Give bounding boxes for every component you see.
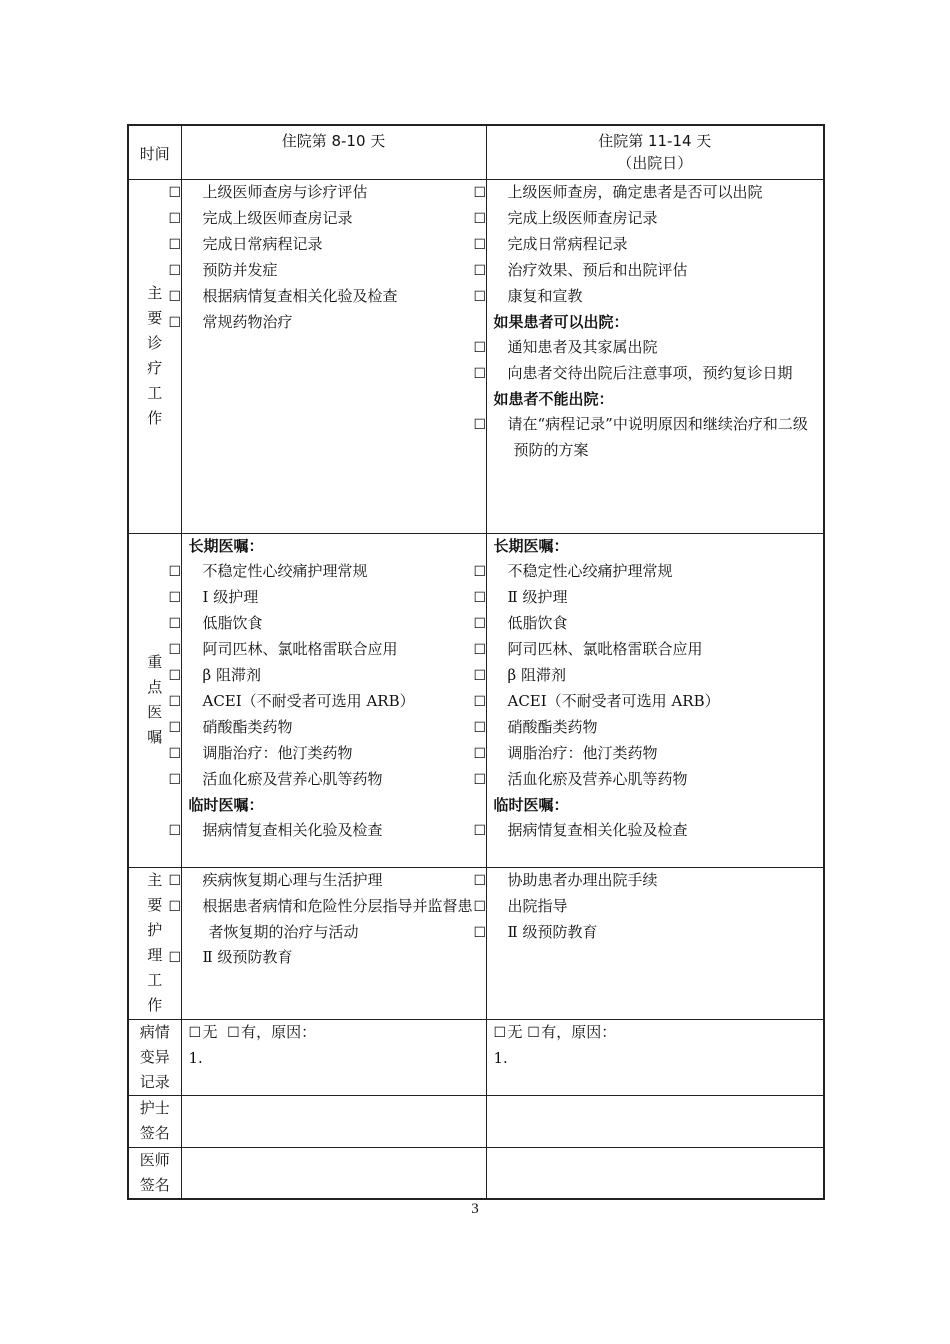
checkbox[interactable]: ☐ [168, 771, 182, 788]
checkbox[interactable]: ☐ [473, 667, 487, 684]
nurse-signature-row [128, 1095, 824, 1147]
variance-item-1[interactable]: 1. [188, 1048, 203, 1067]
variance-col2 [486, 1019, 824, 1095]
checkbox[interactable]: ☐ [168, 184, 182, 201]
checkbox[interactable]: ☐ [473, 339, 487, 356]
list-item: ☐ Ⅱ 级护理 [494, 585, 818, 611]
diagnosis-col2 [473, 179, 824, 533]
orders-col2 [473, 533, 824, 867]
list-item: ☐ 硝酸酯类药物 [494, 715, 818, 741]
list-item: ☐ β 阻滞剂 [189, 663, 480, 689]
if-not-discharge-heading: 如患者不能出院： [493, 389, 614, 408]
checkbox[interactable]: ☐ [473, 288, 487, 305]
nurse-signature-col1[interactable] [181, 1095, 486, 1147]
list-item: ☐ 调脂治疗：他汀类药物 [494, 741, 818, 767]
checkbox-none[interactable]: ☐ [493, 1024, 507, 1041]
diagnosis-col1 [168, 179, 486, 533]
checkbox[interactable]: ☐ [473, 641, 487, 658]
checkbox[interactable]: ☐ [168, 693, 182, 710]
checkbox[interactable]: ☐ [168, 667, 182, 684]
checkbox[interactable]: ☐ [168, 314, 182, 331]
orders-col1 [168, 533, 486, 867]
checkbox[interactable]: ☐ [473, 693, 487, 710]
nursing-col2 [473, 867, 824, 1019]
clinical-pathway-table [127, 124, 825, 1200]
variance-col1 [181, 1019, 486, 1095]
diagnosis-row [128, 179, 824, 533]
nurse-signature-col2[interactable] [486, 1095, 824, 1147]
list-item: ☐ 常规药物治疗 [189, 310, 480, 336]
list-item: ☐ β 阻滞剂 [494, 663, 818, 689]
long-term-orders-heading: 长期医嘱： [188, 536, 264, 555]
checkbox[interactable]: ☐ [473, 563, 487, 580]
list-item: ☐ 根据患者病情和危险性分层指导并监督患者恢复期的治疗与活动 [168, 896, 473, 941]
if-discharge-heading: 如果患者可以出院： [493, 312, 629, 331]
list-item: ☐ 据病情复查相关化验及检查 [189, 818, 480, 844]
list-item: ☐ 活血化瘀及营养心肌等药物 [494, 767, 818, 793]
diagnosis-label: 主 要 诊 疗 工 作 [128, 179, 181, 533]
list-item: ☐ 预防并发症 [189, 258, 480, 284]
list-item: ☐ 不稳定性心绞痛护理常规 [189, 559, 480, 585]
list-item: ☐ 阿司匹林、氯吡格雷联合应用 [189, 637, 480, 663]
list-item: ☐ 完成上级医师查房记录 [494, 206, 818, 232]
checkbox[interactable]: ☐ [473, 872, 487, 889]
checkbox[interactable]: ☐ [473, 924, 487, 941]
list-item: ☐ 协助患者办理出院手续 [494, 868, 818, 894]
checkbox[interactable]: ☐ [168, 236, 182, 253]
checkbox[interactable]: ☐ [473, 822, 487, 839]
orders-label: 重 点 医 嘱 [128, 533, 181, 867]
list-item: ☐ 出院指导 [494, 894, 818, 920]
checkbox[interactable]: ☐ [473, 365, 487, 382]
checkbox[interactable]: ☐ [168, 210, 182, 227]
variance-row [128, 1019, 824, 1095]
checkbox[interactable]: ☐ [473, 416, 487, 433]
checkbox[interactable]: ☐ [473, 236, 487, 253]
orders-row [128, 533, 824, 867]
checkbox[interactable]: ☐ [473, 719, 487, 736]
page-number: 3 [471, 1201, 479, 1217]
day-8-10-header: 住院第 8-10 天 [181, 125, 486, 179]
list-item: ☐ Ⅱ 级预防教育 [494, 920, 818, 946]
nursing-row [128, 867, 824, 1019]
checkbox[interactable]: ☐ [168, 615, 182, 632]
checkbox[interactable]: ☐ [168, 872, 182, 889]
temporary-orders-heading: 临时医嘱： [188, 795, 264, 814]
checkbox[interactable]: ☐ [168, 822, 182, 839]
list-item: ☐ 据病情复查相关化验及检查 [494, 818, 818, 844]
list-item: ☐ 低脂饮食 [494, 611, 818, 637]
checkbox-yes[interactable]: ☐ [227, 1024, 240, 1041]
list-item: ☐ Ⅱ 级预防教育 [189, 945, 480, 971]
list-item: ☐ 调脂治疗：他汀类药物 [189, 741, 480, 767]
list-item: ☐ 向患者交待出院后注意事项，预约复诊日期 [494, 361, 818, 387]
checkbox-none[interactable]: ☐ [188, 1024, 202, 1041]
nursing-label: 主 要 护 理 工 作 [128, 867, 181, 1019]
variance-item-1[interactable]: 1. [493, 1048, 508, 1067]
list-item: ☐ 完成日常病程记录 [189, 232, 480, 258]
list-item: ☐ 低脂饮食 [189, 611, 480, 637]
list-item: ☐ 上级医师查房与诊疗评估 [189, 180, 480, 206]
nurse-signature-label: 护士 签名 [128, 1095, 181, 1147]
day-11-14-title: 住院第 11-14 天 [598, 132, 712, 150]
list-item: ☐ 疾病恢复期心理与生活护理 [189, 868, 480, 894]
long-term-orders-heading: 长期医嘱： [493, 536, 569, 555]
checkbox[interactable]: ☐ [473, 898, 487, 915]
list-item: ☐ ACEI（不耐受者可选用 ARB） [189, 689, 480, 715]
list-item: ☐ 上级医师查房，确定患者是否可以出院 [494, 180, 818, 206]
nursing-col1 [168, 867, 486, 1019]
header-row [128, 125, 824, 179]
day-11-14-header [486, 125, 824, 179]
checkbox[interactable]: ☐ [473, 771, 487, 788]
checkbox[interactable]: ☐ [473, 745, 487, 762]
variance-options: ☐无 ☐有，原因： [189, 1020, 480, 1046]
list-item: ☐ 活血化瘀及营养心肌等药物 [189, 767, 480, 793]
doctor-signature-label: 医师 签名 [128, 1147, 181, 1199]
checkbox[interactable]: ☐ [168, 288, 182, 305]
list-item: ☐ 请在“病程记录”中说明原因和继续治疗和二级预防的方案 [473, 414, 808, 459]
doctor-signature-col1[interactable] [181, 1147, 486, 1199]
checkbox[interactable]: ☐ [168, 563, 182, 580]
time-header: 时间 [128, 125, 181, 179]
list-item: ☐ 通知患者及其家属出院 [494, 335, 818, 361]
checkbox[interactable]: ☐ [473, 615, 487, 632]
doctor-signature-row [128, 1147, 824, 1199]
list-item: ☐ ACEI（不耐受者可选用 ARB） [494, 689, 818, 715]
list-item: ☐ 不稳定性心绞痛护理常规 [494, 559, 818, 585]
checkbox[interactable]: ☐ [473, 589, 487, 606]
checkbox[interactable]: ☐ [168, 719, 182, 736]
temporary-orders-heading: 临时医嘱： [493, 795, 569, 814]
list-item: ☐ 阿司匹林、氯吡格雷联合应用 [494, 637, 818, 663]
list-item: ☐ 完成日常病程记录 [494, 232, 818, 258]
checkbox-yes[interactable]: ☐ [527, 1024, 540, 1041]
list-item: ☐ 硝酸酯类药物 [189, 715, 480, 741]
doctor-signature-col2[interactable] [486, 1147, 824, 1199]
checkbox[interactable]: ☐ [168, 641, 182, 658]
checkbox[interactable]: ☐ [168, 262, 182, 279]
list-item: ☐ Ⅰ 级护理 [189, 585, 480, 611]
checkbox[interactable]: ☐ [168, 949, 182, 966]
list-item: ☐ 治疗效果、预后和出院评估 [494, 258, 818, 284]
checkbox[interactable]: ☐ [473, 184, 487, 201]
checkbox[interactable]: ☐ [473, 210, 487, 227]
discharge-day-label: （出院日） [617, 154, 693, 172]
list-item: ☐ 完成上级医师查房记录 [189, 206, 480, 232]
variance-label: 病情 变异 记录 [128, 1019, 181, 1095]
variance-options: ☐无 ☐有，原因： [494, 1020, 818, 1046]
list-item: ☐ 康复和宣教 [494, 284, 818, 310]
checkbox[interactable]: ☐ [168, 589, 182, 606]
list-item: ☐ 根据病情复查相关化验及检查 [189, 284, 480, 310]
checkbox[interactable]: ☐ [168, 745, 182, 762]
checkbox[interactable]: ☐ [473, 262, 487, 279]
checkbox[interactable]: ☐ [168, 898, 182, 915]
